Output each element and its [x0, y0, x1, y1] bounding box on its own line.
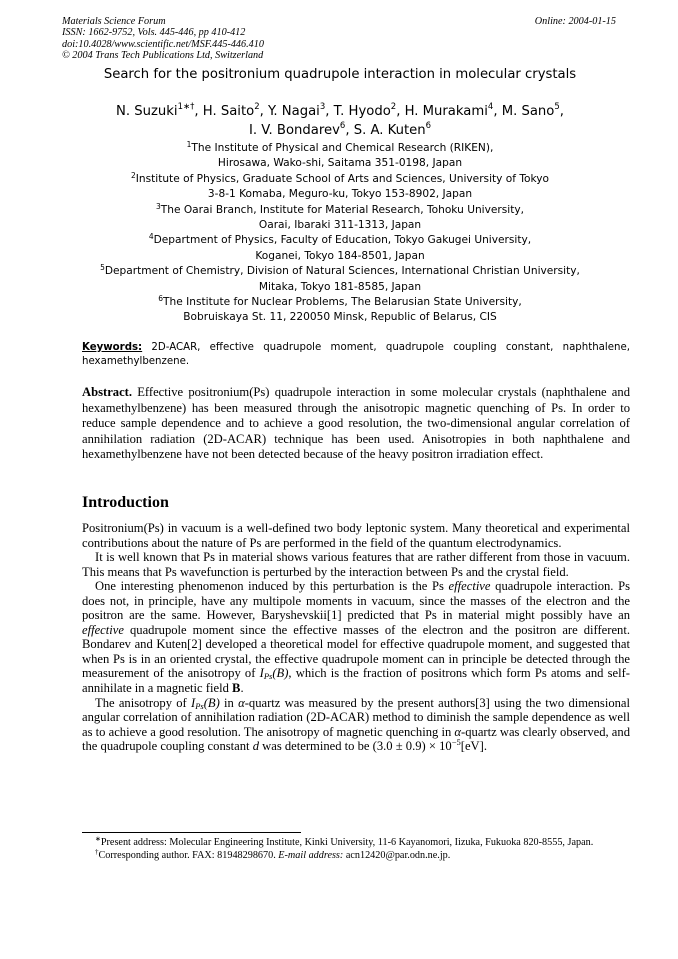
paragraph: Positronium(Ps) in vacuum is a well-defined two body leptonic system. Many theoretical and experimental contributions about the nature of Ps are performed in the field of the quantum electrodynamics.: [82, 521, 630, 550]
abstract-text: Effective positronium(Ps) quadrupole interaction in some molecular crystals (naphthalene and hexamethylbenzene) has been measured through the anisotropic magnetic quenching of Ps. In order to reduce sample dependence and to achieve a good resolution, the two-dimensional angular correlation of annihilation radiation (2D-ACAR) technique has been used. Anisotropies in both naphthalene and hexamethylbenzene have not been detected because of the heavy positron irradiation effect.: [82, 385, 630, 461]
introduction-body: [82, 521, 630, 754]
author: N. Suzuki$^{1∗\dagger}$: [116, 102, 195, 119]
online-date: Online: 2004-01-15: [534, 16, 616, 27]
affiliation: $^6$The Institute for Nuclear Problems, The Belarusian State University,: [158, 294, 522, 309]
journal-name: Materials Science Forum: [62, 16, 166, 27]
affiliation-address: Hirosawa, Wako-shi, Saitama 351-0198, Japan: [217, 157, 463, 170]
keywords-label: Keywords:: [82, 342, 143, 353]
abstract-block: [82, 385, 630, 463]
affiliation: $^5$Department of Chemistry, Division of Natural Sciences, International Christian University,: [100, 263, 580, 278]
affiliation-list: [60, 141, 620, 326]
footnotes: [82, 836, 630, 862]
paragraph: It is well known that Ps in material shows various features that are rather different from those in vacuum. This means that Ps wavefunction is perturbed by the interaction between Ps and the crystal field.: [82, 550, 630, 579]
journal-header: [62, 16, 618, 61]
paragraph: One interesting phenomenon induced by this perturbation is the Ps effective quadrupole interaction. Ps does not, in principle, have any multipole moments in vacuum, since the masses of the electron and the positron are the same. However, Baryshevskii[1] predicted that Ps in material might possibly have an effective quadrupole moment since the effective masses of the electron and the positron are different. Bondarev and Kuten[2] developed a theoretical model for effective quadrupole moment, and suggested that when Ps is in an oriented crystal, the effective quadrupole moment can in principle be detected through the measurement of the anisotropy of $I_{Ps}(B)$, which is the fraction of positrons which form Ps atoms and self-annihilate in a magnetic field B.: [82, 579, 630, 696]
affiliation-address: Oarai, Ibaraki 311-1313, Japan: [258, 219, 422, 232]
footnote: †Corresponding author. FAX: 81948298670. E-mail address: acn12420@par.odn.ne.jp.: [95, 848, 451, 862]
affiliation-address: 3-8-1 Komaba, Meguro-ku, Tokyo 153-8902, Japan: [207, 188, 473, 201]
author-list: N. Suzuki$^{1∗\dagger}$, H. Saito$^2$, Y. Nagai$^3$, T. Hyodo$^2$, H. Murakami$^4$, M. Sano$^5$, I. V. Bondarev$^6$, S. A. Kuten$^6$: [116, 102, 564, 138]
paragraph: The anisotropy of $I_{Ps}(B)$ in α-quartz was measured by the present authors[3] using the two dimensional angular correlation of annihilation radiation (2D-ACAR) method to diminish the sample dependence as well as to achieve a good resolution. The anisotropy of magnetic quenching in α-quartz was clearly observed, and the quadrupole coupling constant d was determined to be $(3.0 \pm 0.9) \times 10^{-5}[eV]$.: [82, 695, 631, 754]
journal-issn: ISSN: 1662-9752, Vols. 445-446, pp 410-412: [62, 27, 246, 39]
footnote: ∗Present address: Molecular Engineering Institute, Kinki University, 11-6 Kayanomori, Iizuka, Fukuoka 820-8555, Japan.: [95, 835, 594, 848]
affiliation: $^4$Department of Physics, Faculty of Education, Tokyo Gakugei University,: [148, 232, 532, 247]
journal-doi: doi:10.4028/www.scientific.net/MSF.445-446.410: [62, 38, 264, 50]
keywords-text: 2D-ACAR, effective quadrupole moment, quadrupole coupling constant, naphthalene, hexamethylbenzene.: [82, 342, 630, 367]
section-heading-introduction: Introduction: [82, 494, 169, 511]
author: T. Hyodo$^2$: [333, 102, 397, 119]
affiliation: $^2$Institute of Physics, Graduate School of Arts and Sciences, University of Tokyo: [130, 170, 550, 185]
keywords-block: [82, 341, 630, 369]
author: H. Saito$^2$: [202, 102, 260, 119]
author: I. V. Bondarev$^6$: [248, 121, 346, 138]
author: S. A. Kuten$^6$: [353, 121, 432, 138]
affiliation-address: Mitaka, Tokyo 181-8585, Japan: [258, 280, 422, 293]
journal-copyright: © 2004 Trans Tech Publications Ltd, Switzerland: [62, 49, 264, 61]
affiliation: $^3$The Oarai Branch, Institute for Material Research, Tohoku University,: [155, 201, 524, 216]
affiliation-address: Koganei, Tokyo 184-8501, Japan: [255, 249, 425, 262]
author: H. Murakami$^4$: [404, 102, 494, 119]
footnote-rule: [82, 832, 301, 833]
paper-title: Search for the positronium quadrupole interaction in molecular crystals: [103, 67, 577, 82]
affiliation-address: Bobruiskaya St. 11, 220050 Minsk, Republic of Belarus, CIS: [183, 311, 497, 324]
affiliation: $^1$The Institute of Physical and Chemical Research (RIKEN),: [186, 140, 494, 154]
abstract-label: Abstract.: [82, 385, 133, 399]
author: M. Sano$^5$: [501, 102, 560, 119]
author: Y. Nagai$^3$: [268, 102, 326, 119]
